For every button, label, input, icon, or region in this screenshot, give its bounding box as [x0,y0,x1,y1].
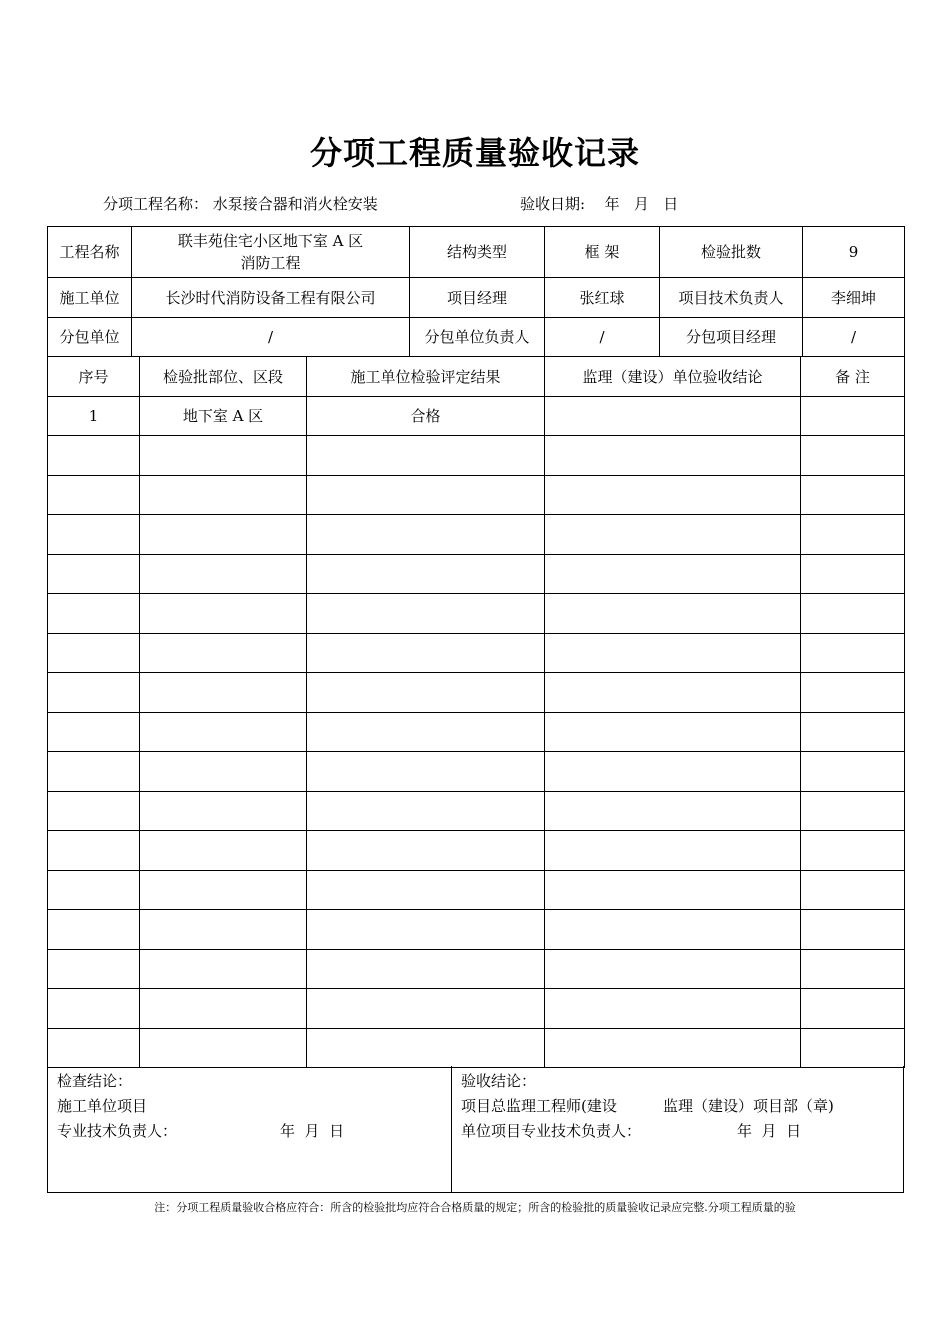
cell-batch-location [140,673,307,713]
cell-seq [48,791,140,831]
cell-contractor-result [307,554,545,594]
chief-supervisor-label: 项目总监理工程师(建设 [461,1097,617,1115]
cell-contractor-result [307,791,545,831]
structure-type-label: 结构类型 [410,227,545,278]
cell-seq [48,712,140,752]
table-row [48,910,905,950]
cell-seq [48,515,140,555]
cell-supervision-conclusion [545,1028,801,1068]
cell-contractor-result [307,949,545,989]
contractor-project-label: 施工单位项目 [57,1097,148,1115]
cell-batch-location [140,594,307,634]
cell-remarks [801,1028,905,1068]
table-row [48,752,905,792]
table-row [48,633,905,673]
cell-seq [48,436,140,476]
header-supervision-conclusion: 监理（建设）单位验收结论 [545,357,801,397]
cell-contractor-result [307,515,545,555]
header-seq: 序号 [48,357,140,397]
supervision-dept-seal-label: 监理（建设）项目部（章) [663,1097,834,1115]
cell-seq [48,831,140,871]
acceptance-date-label: 验收日期: [520,195,586,213]
cell-contractor-result [307,436,545,476]
cell-supervision-conclusion [545,831,801,871]
cell-contractor-result [307,831,545,871]
cell-remarks [801,396,905,436]
conclusion-divider [451,1066,452,1192]
subcontractor-value: / [132,318,410,357]
cell-batch-location [140,475,307,515]
cell-batch-location [140,515,307,555]
cell-remarks [801,554,905,594]
project-manager-value: 张红球 [545,278,660,318]
cell-seq [48,989,140,1029]
table-row [48,396,905,436]
table-row [48,554,905,594]
project-name-line1: 联丰苑住宅小区地下室 A 区 [177,232,364,250]
subcontractor-lead-label: 分包单位负责人 [410,318,545,357]
cell-remarks [801,791,905,831]
cell-contractor-result [307,989,545,1029]
header-batch-location: 检验批部位、区段 [140,357,307,397]
cell-supervision-conclusion [545,752,801,792]
contractor-label: 施工单位 [48,278,132,318]
table-row [48,870,905,910]
cell-contractor-result [307,752,545,792]
cell-remarks [801,870,905,910]
cell-batch-location [140,910,307,950]
cell-supervision-conclusion [545,436,801,476]
item-name-line [103,193,378,214]
cell-seq [48,1028,140,1068]
item-name-label: 分项工程名称： [103,195,209,213]
cell-supervision-conclusion [545,673,801,713]
cell-supervision-conclusion [545,910,801,950]
cell-contractor-result [307,1028,545,1068]
batch-count-label: 检验批数 [660,227,803,278]
cell-supervision-conclusion [545,515,801,555]
cell-batch-location [140,633,307,673]
table-row [48,475,905,515]
acceptance-date-line [520,193,678,214]
cell-seq [48,594,140,634]
cell-seq [48,633,140,673]
tech-lead-label: 项目技术负责人 [660,278,803,318]
cell-remarks [801,831,905,871]
subcontractor-lead-value: / [545,318,660,357]
cell-contractor-result [307,475,545,515]
inspection-batch-table [47,356,905,1068]
check-conclusion-title: 检查结论： [57,1072,133,1090]
project-info-table [47,226,905,357]
tech-lead-value: 李细坤 [803,278,905,318]
table-row [48,594,905,634]
cell-batch-location [140,791,307,831]
cell-contractor-result [307,594,545,634]
cell-batch-location [140,1028,307,1068]
contractor-sign-date: 年 月 日 [280,1122,345,1140]
cell-remarks [801,673,905,713]
cell-remarks [801,475,905,515]
cell-supervision-conclusion [545,712,801,752]
cell-remarks [801,594,905,634]
cell-seq [48,870,140,910]
cell-contractor-result [307,673,545,713]
table-row [48,515,905,555]
item-name-value: 水泵接合器和消火栓安装 [212,195,378,213]
cell-supervision-conclusion [545,554,801,594]
contractor-tech-lead-label: 专业技术负责人： [57,1122,178,1140]
project-name-line2: 消防工程 [240,254,301,272]
cell-supervision-conclusion [545,949,801,989]
table-row [48,673,905,713]
cell-batch-location [140,554,307,594]
cell-batch-location [140,870,307,910]
cell-seq [48,673,140,713]
subcontractor-label: 分包单位 [48,318,132,357]
cell-contractor-result [307,910,545,950]
project-name-label: 工程名称 [48,227,132,278]
cell-contractor-result [307,633,545,673]
header-remarks: 备 注 [801,357,905,397]
acceptance-date-value: 年 月 日 [604,195,679,213]
table-row [48,712,905,752]
cell-seq [48,554,140,594]
supervisor-sign-date: 年 月 日 [737,1122,802,1140]
cell-supervision-conclusion [545,989,801,1029]
cell-supervision-conclusion [545,791,801,831]
cell-supervision-conclusion [545,396,801,436]
cell-batch-location [140,712,307,752]
cell-supervision-conclusion [545,594,801,634]
table-row [48,436,905,476]
cell-remarks [801,910,905,950]
cell-remarks [801,633,905,673]
project-manager-label: 项目经理 [410,278,545,318]
cell-supervision-conclusion [545,633,801,673]
table-row [48,791,905,831]
cell-seq [48,475,140,515]
header-contractor-result: 施工单位检验评定结果 [307,357,545,397]
project-name-value [132,227,410,278]
cell-batch-location [140,752,307,792]
cell-remarks [801,989,905,1029]
batch-count-value: 9 [803,227,905,278]
cell-batch-location: 地下室 A 区 [140,396,307,436]
cell-contractor-result [307,712,545,752]
page-title: 分项工程质量验收记录 [309,134,640,172]
cell-remarks [801,712,905,752]
owner-tech-lead-label: 单位项目专业技术负责人： [461,1122,642,1140]
conclusion-section [47,1066,904,1193]
cell-contractor-result [307,870,545,910]
table-row [48,989,905,1029]
table-row [48,949,905,989]
contractor-value: 长沙时代消防设备工程有限公司 [132,278,410,318]
cell-remarks [801,752,905,792]
cell-supervision-conclusion [545,475,801,515]
cell-seq [48,910,140,950]
subcontract-pm-label: 分包项目经理 [660,318,803,357]
cell-batch-location [140,436,307,476]
cell-batch-location [140,989,307,1029]
cell-remarks [801,515,905,555]
table-row [48,831,905,871]
cell-batch-location [140,831,307,871]
subcontract-pm-value: / [803,318,905,357]
acceptance-conclusion-title: 验收结论： [461,1072,537,1090]
cell-supervision-conclusion [545,870,801,910]
table-row [48,1028,905,1068]
cell-contractor-result: 合格 [307,396,545,436]
structure-type-value: 框 架 [545,227,660,278]
cell-batch-location [140,949,307,989]
cell-remarks [801,949,905,989]
cell-seq [48,949,140,989]
cell-seq: 1 [48,396,140,436]
cell-seq [48,752,140,792]
footnote: 注：分项工程质量验收合格应符合：所含的检验批均应符合合格质量的规定；所含的检验批的质量验收记录应完整.分项工程质量的验 [154,1201,796,1214]
cell-remarks [801,436,905,476]
